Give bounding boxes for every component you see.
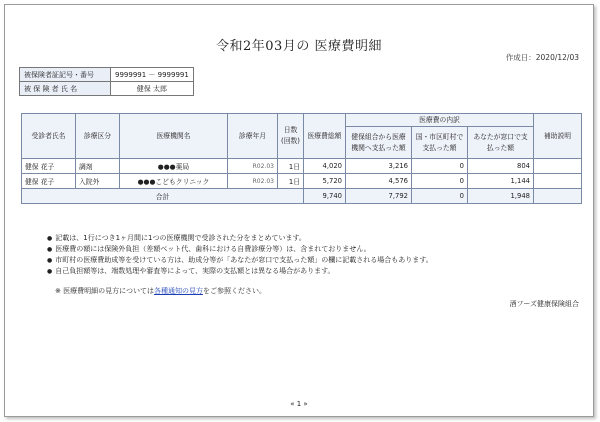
row-union-paid: 4,576 — [346, 174, 412, 189]
total-union-paid: 7,792 — [346, 189, 412, 204]
total-row — [22, 189, 582, 204]
row-total: 4,020 — [304, 159, 346, 174]
header-patient: 受診者氏名 — [22, 114, 76, 159]
reference-note-prefix: ※ 医療費明細の見方については — [55, 287, 154, 295]
header-municipal-paid: 国・市区町村で支払った額 — [412, 127, 468, 159]
header-institution: 医療機関名 — [120, 114, 228, 159]
row-patient: 健保 花子 — [22, 174, 76, 189]
row-municipal-paid: 0 — [412, 159, 468, 174]
total-notes — [534, 189, 582, 204]
insured-id-label: 被保険者証記号・番号 — [20, 68, 111, 82]
created-date: 作成日：2020/12/03 — [505, 53, 579, 62]
total-label: 合計 — [22, 189, 304, 204]
insured-name-label: 被 保 険 者 氏 名 — [20, 82, 111, 96]
header-you-paid: あなたが窓口で支払った額 — [468, 127, 534, 159]
row-notes — [534, 159, 582, 174]
row-you-paid: 1,144 — [468, 174, 534, 189]
header-breakdown: 医療費の内訳 — [346, 114, 534, 127]
guide-link[interactable]: 各種通知の見方 — [153, 287, 203, 295]
row-category: 入院外 — [76, 174, 120, 189]
row-patient: 健保 花子 — [22, 159, 76, 174]
notes-list — [47, 233, 433, 277]
insured-id-value: 9999991 － 9999991 — [111, 68, 194, 82]
document-page — [4, 4, 594, 417]
note-item: ● 市町村の医療費助成等を受けている方は、助成分等が「あなたが窓口で支払った額」の欄に記載される場合もあります。 — [47, 255, 433, 266]
header-total: 医療費総額 — [304, 114, 346, 159]
row-institution: ●●●薬局 — [120, 159, 228, 174]
row-category: 調剤 — [76, 159, 120, 174]
header-notes: 補助説明 — [534, 114, 582, 159]
total-total: 9,740 — [304, 189, 346, 204]
row-month: R02.03 — [228, 174, 278, 189]
total-municipal-paid: 0 — [412, 189, 468, 204]
insured-info-table — [19, 67, 194, 96]
row-union-paid: 3,216 — [346, 159, 412, 174]
row-days: 1日 — [278, 159, 304, 174]
row-you-paid: 804 — [468, 159, 534, 174]
table-row — [22, 159, 582, 174]
total-you-paid: 1,948 — [468, 189, 534, 204]
note-item: ● 医療費の額には保険外負担（差額ベット代、歯科における自費診療分等）は、含まれておりません。 — [47, 244, 433, 255]
table-row — [22, 174, 582, 189]
row-institution: ●●●こどもクリニック — [120, 174, 228, 189]
note-item: ● 記載は、1行につき1ヶ月間に1つの医療機関で受診された分をまとめています。 — [47, 233, 433, 244]
medical-expense-table — [21, 113, 582, 204]
row-total: 5,720 — [304, 174, 346, 189]
header-days: 日数(回数) — [278, 114, 304, 159]
header-month: 診療年月 — [228, 114, 278, 159]
header-union-paid: 健保組合から医療機関へ支払った額 — [346, 127, 412, 159]
note-item: ● 自己負担額等は、端数処理や審査等によって、実際の支払額とは異なる場合があります。 — [47, 266, 433, 277]
reference-note-suffix: をご参照ください。 — [202, 287, 266, 295]
row-municipal-paid: 0 — [412, 174, 468, 189]
row-notes — [534, 174, 582, 189]
row-month: R02.03 — [228, 159, 278, 174]
organization-name: 酒フーズ健康保険組合 — [509, 300, 579, 308]
insured-name-value: 健保 太郎 — [111, 82, 194, 96]
header-category: 診療区分 — [76, 114, 120, 159]
row-days: 1日 — [278, 174, 304, 189]
reference-note — [55, 286, 266, 296]
pager[interactable]: « 1 » — [290, 400, 308, 408]
document-title: 令和2年03月の 医療費明細 — [216, 39, 382, 54]
